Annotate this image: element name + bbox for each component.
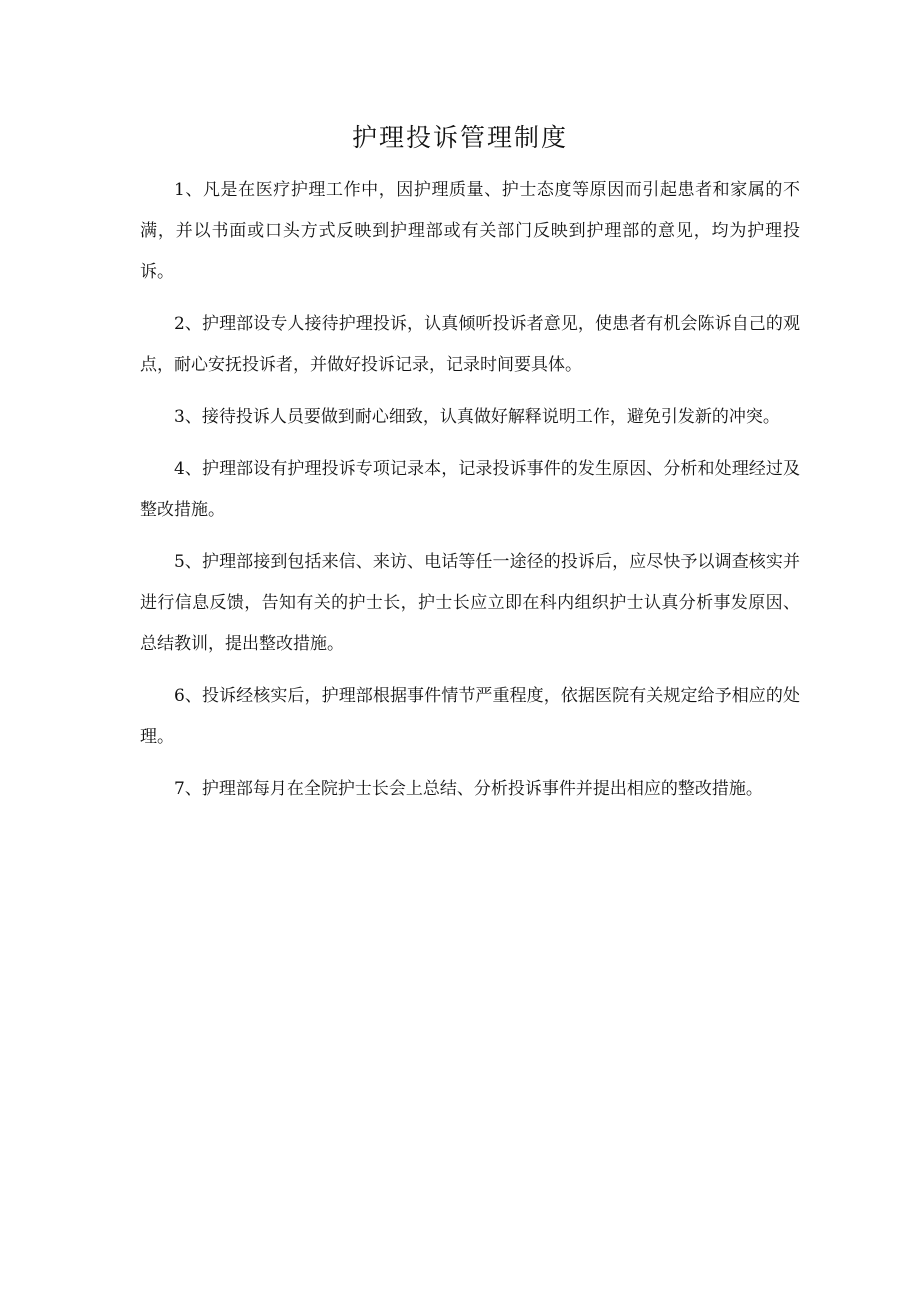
page-title: 护理投诉管理制度 — [351, 123, 568, 152]
paragraph-1: 1、凡是在医疗护理工作中，因护理质量、护士态度等原因而引起患者和家属的不满，并以书面或口头方式反映到护理部或有关部门反映到护理部的意见，均为护理投诉。 — [140, 180, 800, 282]
paragraph-7: 7、护理部每月在全院护士长会上总结、分析投诉事件并提出相应的整改措施。 — [174, 779, 763, 799]
paragraph-2: 2、护理部设专人接待护理投诉，认真倾听投诉者意见，使患者有机会陈诉自己的观点，耐心安抚投诉者，并做好投诉记录，记录时间要具体。 — [140, 314, 800, 375]
paragraph-5: 5、护理部接到包括来信、来访、电话等任一途径的投诉后，应尽快予以调查核实并进行信息反馈，告知有关的护士长，护士长应立即在科内组织护士认真分析事发原因、总结教训，提出整改措施。 — [140, 552, 800, 654]
paragraph-4: 4、护理部设有护理投诉专项记录本，记录投诉事件的发生原因、分析和处理经过及整改措施。 — [140, 459, 800, 520]
paragraph-3: 3、接待投诉人员要做到耐心细致，认真做好解释说明工作，避免引发新的冲突。 — [174, 407, 780, 427]
paragraph-6: 6、投诉经核实后，护理部根据事件情节严重程度，依据医院有关规定给予相应的处理。 — [140, 686, 800, 747]
document-body — [140, 170, 800, 821]
